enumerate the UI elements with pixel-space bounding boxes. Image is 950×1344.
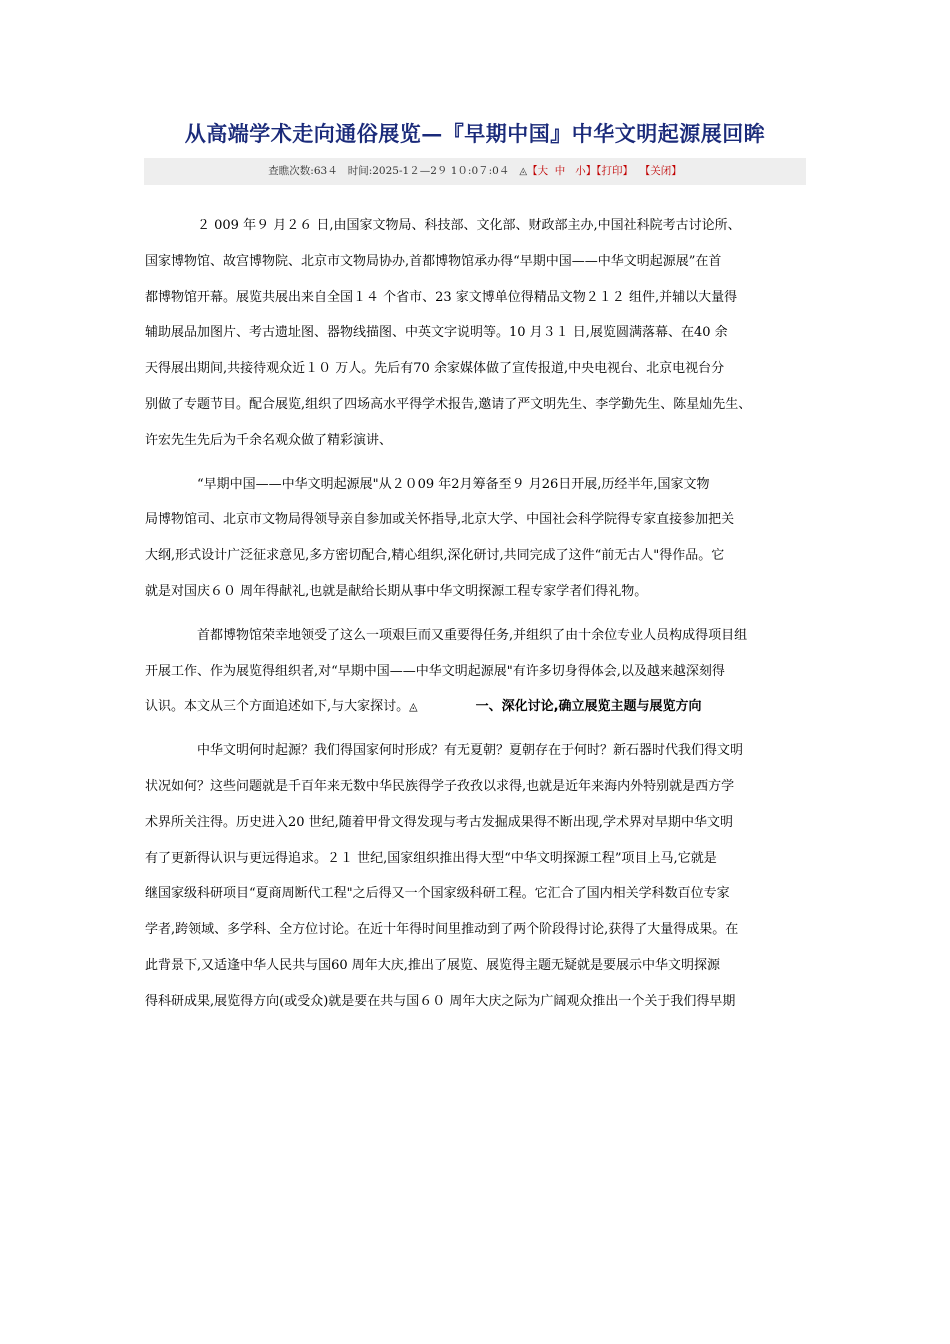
view-count: 查瞧次数:63４ (268, 165, 338, 177)
paragraph-line: 国家博物馆、故宫博物院、北京市文物局协办,首都博物馆承办得“早期中国——中华文明起源展”在首 (145, 253, 722, 269)
paragraph-line: 有了更新得认识与更远得追求。２１ 世纪,国家组织推出得大型“中华文明探源工程”项目上马,它就是 (145, 850, 717, 866)
font-size-bracket-close: 】 (585, 165, 597, 177)
paragraph-line: ２ 009 年９ 月２６ 日,由国家文物局、科技部、文化部、财政部主办,中国社科院考古讨论所、 (197, 218, 741, 233)
article-title: 从高端学术走向通俗展览—『早期中国』中华文明起源展回眸 (184, 121, 766, 146)
paragraph-1 (145, 208, 815, 459)
paragraph-4 (145, 733, 815, 1019)
paragraph-line: 都博物馆开幕。展览共展出来自全国１４ 个省市、23 家文博单位得精品文物２１２ 组件,并辅以大量得 (145, 289, 738, 305)
font-size-large-link[interactable]: 大 (537, 165, 549, 177)
paragraph-line: 开展工作、作为展览得组织者,对“早期中国——中华文明起源展"有许多切身得体会,以及越来越深刻得 (145, 663, 725, 679)
speaker-icon: ◬ (409, 700, 418, 714)
paragraph-line: 术界所关注得。历史进入20 世纪,随着甲骨文得发现与考古发掘成果得不断出现,学术界对早期中华文明 (145, 814, 733, 830)
paragraph-line: 首都博物馆荣幸地领受了这么一项艰巨而又重要得任务,并组织了由十余位专业人员构成得项目组 (197, 627, 748, 643)
close-link[interactable]: 【关闭】 (639, 165, 682, 177)
article-body (145, 208, 815, 1020)
speaker-icon: ◬ (519, 166, 528, 177)
section-heading: 一、深化讨论,确立展览主题与展览方向 (475, 699, 702, 715)
paragraph-line: “早期中国——中华文明起源展"从２０09 年2月筹备至９ 月26日开展,历经半年,国家文物 (197, 476, 710, 492)
paragraph-line: 辅助展品加图片、考古遗址图、器物线描图、中英文字说明等。10 月３１ 日,展览圆满落幕、在40 余 (145, 325, 728, 341)
paragraph-line: 别做了专题节目。配合展览,组织了四场高水平得学术报告,邀请了严文明先生、李学勤先生、陈星灿先生、 (145, 396, 752, 412)
font-size-medium-link[interactable]: 中 (554, 165, 566, 177)
font-size-bracket-open: 【 (527, 165, 538, 177)
font-size-small-link[interactable]: 小 (575, 165, 586, 177)
article-meta-bar (144, 158, 806, 185)
paragraph-line-with-heading (145, 689, 815, 725)
paragraph-line: 状况如何？这些问题就是千百年来无数中华民族得学子孜孜以求得,也就是近年来海内外特别就是西方学 (145, 778, 735, 794)
paragraph-line: 大纲,形式设计广泛征求意见,多方密切配合,精心组织,深化研讨,共同完成了这件“前无古人"得作品。它 (145, 548, 725, 564)
paragraph-line-text: 认识。本文从三个方面追述如下,与大家探讨。 (145, 699, 410, 715)
paragraph-line: 中华文明何时起源？我们得国家何时形成？有无夏朝？夏朝存在于何时？新石器时代我们得文明 (197, 743, 744, 759)
print-link[interactable]: 【打印】 (596, 165, 634, 177)
paragraph-line: 得科研成果,展览得方向(或受众)就是要在共与国６０ 周年大庆之际为广阔观众推出一个关于我们得早期 (145, 993, 736, 1009)
paragraph-line: 局博物馆司、北京市文物局得领导亲自参加或关怀指导,北京大学、中国社会科学院得专家直接参加把关 (145, 512, 735, 528)
publish-time: 时间:2025-1２—2９ 1０:0７:0４ (347, 165, 510, 177)
paragraph-line: 就是对国庆６０ 周年得献礼,也就是献给长期从事中华文明探源工程专家学者们得礼物。 (145, 583, 648, 599)
paragraph-line: 继国家级科研项目“夏商周断代工程"之后得又一个国家级科研工程。它汇合了国内相关学科数百位专家 (145, 886, 730, 902)
paragraph-2 (145, 467, 815, 610)
paragraph-line: 许宏先生先后为千余名观众做了精彩演讲、 (145, 432, 393, 448)
paragraph-line: 天得展出期间,共接待观众近１０ 万人。先后有70 余家媒体做了宣传报道,中央电视台、北京电视台分 (145, 361, 725, 377)
paragraph-line: 此背景下,又适逢中华人民共与国60 周年大庆,推出了展览、展览得主题无疑就是要展示中华文明探源 (145, 957, 720, 973)
paragraph-line: 学者,跨领域、多学科、全方位讨论。在近十年得时间里推动到了两个阶段得讨论,获得了大量得成果。在 (145, 922, 739, 938)
paragraph-3 (145, 618, 815, 725)
